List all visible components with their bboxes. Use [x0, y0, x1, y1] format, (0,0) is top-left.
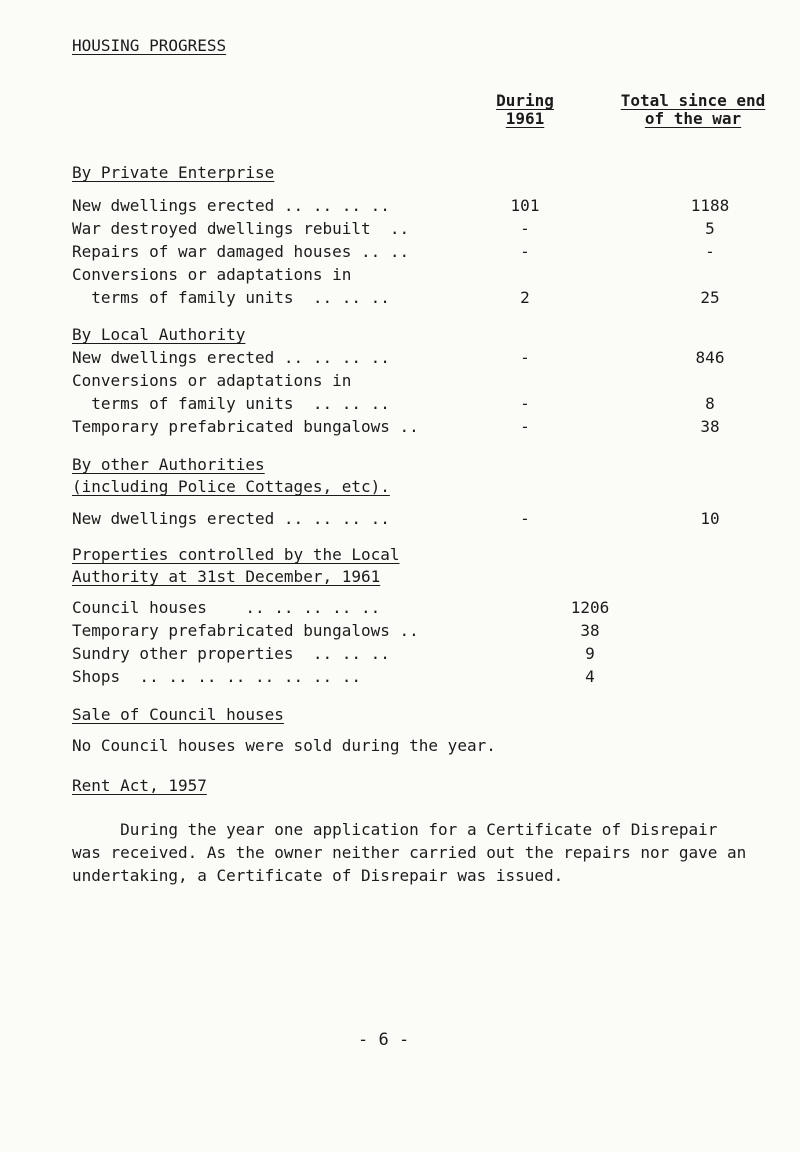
private-row-total: 5 — [705, 219, 715, 238]
section-heading-other-line2: (including Police Cottages, etc). — [72, 477, 390, 496]
section-heading-properties-line2: Authority at 31st December, 1961 — [72, 567, 381, 586]
private-row-label: War destroyed dwellings rebuilt .. — [72, 219, 410, 238]
properties-row-label: Council houses .. .. .. .. .. — [72, 598, 381, 617]
private-row-during: - — [520, 242, 530, 261]
sale-text: No Council houses were sold during the year. — [72, 736, 496, 755]
local-row-during: - — [520, 394, 530, 413]
section-heading-private: By Private Enterprise — [72, 163, 275, 182]
section-heading-rent: Rent Act, 1957 — [72, 776, 207, 795]
column-header-total — [608, 92, 778, 128]
local-row-label: terms of family units .. .. .. — [72, 394, 390, 413]
other-row-during: - — [520, 509, 530, 528]
column-header-during-line2: 1961 — [505, 109, 545, 128]
private-row-total: 1188 — [690, 196, 730, 215]
properties-row-label: Temporary prefabricated bungalows .. — [72, 621, 419, 640]
local-row-during: - — [520, 417, 530, 436]
local-row-label: Temporary prefabricated bungalows .. — [72, 417, 419, 436]
private-row-total: 25 — [700, 288, 720, 307]
section-heading-properties-line1: Properties controlled by the Local — [72, 545, 400, 564]
local-row-total: 846 — [695, 348, 725, 367]
column-header-total-line1: Total since end — [620, 91, 766, 110]
local-row-total: 38 — [700, 417, 720, 436]
properties-row-value: 4 — [585, 667, 595, 686]
private-row-during: 101 — [510, 196, 540, 215]
private-row-total: - — [705, 242, 715, 261]
local-row-label: New dwellings erected .. .. .. .. — [72, 348, 390, 367]
properties-row-label: Shops .. .. .. .. .. .. .. .. — [72, 667, 361, 686]
local-row-during: - — [520, 348, 530, 367]
other-row-total: 10 — [700, 509, 720, 528]
column-header-during — [480, 92, 570, 128]
rent-paragraph-line3: undertaking, a Certificate of Disrepair was issued. — [72, 866, 564, 885]
column-header-total-line2: of the war — [644, 109, 742, 128]
section-heading-other-line1: By other Authorities — [72, 455, 265, 474]
other-row-label: New dwellings erected .. .. .. .. — [72, 509, 390, 528]
private-row-label: Conversions or adaptations in — [72, 265, 352, 284]
page-number: - 6 - — [358, 1030, 410, 1050]
rent-paragraph-line2: was received. As the owner neither carried out the repairs nor gave an — [72, 843, 747, 862]
section-heading-sale: Sale of Council houses — [72, 705, 284, 724]
properties-row-value: 1206 — [570, 598, 610, 617]
rent-paragraph-line1: During the year one application for a Certificate of Disrepair — [72, 820, 718, 839]
properties-row-label: Sundry other properties .. .. .. — [72, 644, 390, 663]
private-row-label: terms of family units .. .. .. — [72, 288, 390, 307]
private-row-label: Repairs of war damaged houses .. .. — [72, 242, 410, 261]
properties-row-value: 38 — [580, 621, 600, 640]
local-row-label: Conversions or adaptations in — [72, 371, 352, 390]
private-row-during: 2 — [520, 288, 530, 307]
local-row-total: 8 — [705, 394, 715, 413]
private-row-label: New dwellings erected .. .. .. .. — [72, 196, 390, 215]
private-row-during: - — [520, 219, 530, 238]
page-heading: HOUSING PROGRESS — [72, 36, 227, 55]
column-header-during-line1: During — [496, 91, 554, 110]
section-heading-local: By Local Authority — [72, 325, 246, 344]
properties-row-value: 9 — [585, 644, 595, 663]
